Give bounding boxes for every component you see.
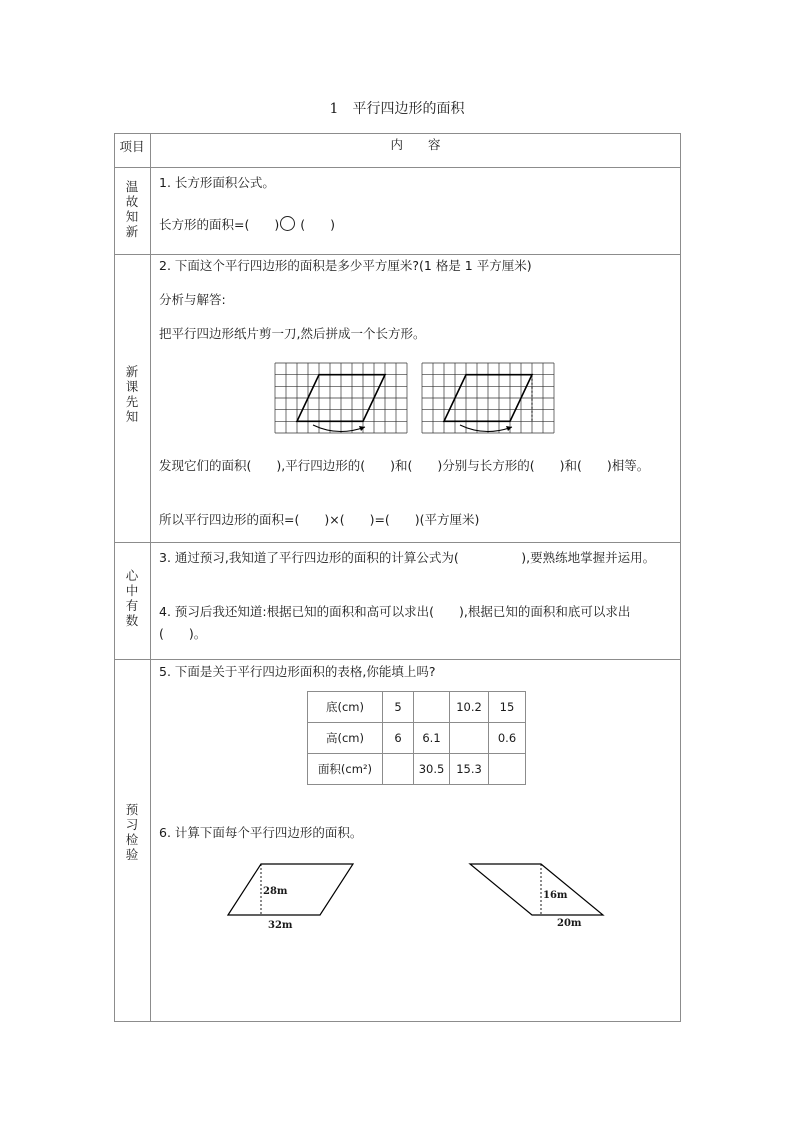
q2-finding: 发现它们的面积( ),平行四边形的( )和( )分别与长方形的( )和( )相等。	[159, 458, 650, 473]
row-divider-3	[114, 659, 681, 660]
operator-circle-icon	[280, 216, 295, 231]
table-cell: 0.6	[489, 723, 526, 754]
q1-formula	[159, 214, 335, 236]
q1-formula-right: ( )	[296, 217, 335, 232]
table-cell: 15.3	[450, 754, 489, 785]
q2-conclusion: 所以平行四边形的面积=( )×( )=( )(平方厘米)	[159, 512, 480, 527]
parallelogram-figure-2	[465, 860, 610, 932]
grid-figure-right	[422, 363, 557, 435]
title-text: 平行四边形的面积	[352, 101, 465, 117]
row-divider-header	[114, 167, 681, 168]
column-divider	[150, 133, 151, 1022]
table-cell: 15	[489, 692, 526, 723]
q4-text: 4. 预习后我还知道:根据已知的面积和高可以求出( ),根据已知的面积和底可以求出( )。	[159, 604, 631, 641]
table-cell	[414, 692, 450, 723]
section-label-review: 温 故 知 新	[125, 179, 139, 239]
q2-step: 把平行四边形纸片剪一刀,然后拼成一个长方形。	[159, 326, 426, 341]
parallelogram-figure-1	[220, 860, 360, 932]
table-cell: 5	[383, 692, 414, 723]
table-cell: 30.5	[414, 754, 450, 785]
table-cell: 面积(cm²)	[308, 754, 383, 785]
q5-title: 5. 下面是关于平行四边形面积的表格,你能填上吗?	[159, 664, 436, 679]
table-cell: 高(cm)	[308, 723, 383, 754]
table-cell	[383, 754, 414, 785]
table-cell	[450, 723, 489, 754]
page-title	[0, 98, 794, 118]
q3-text: 3. 通过预习,我知道了平行四边形的面积的计算公式为( ),要熟练地掌握并运用。	[159, 550, 656, 565]
header-content: 内 容	[390, 137, 441, 152]
row-divider-2	[114, 542, 681, 543]
q2-title: 2. 下面这个平行四边形的面积是多少平方厘米?(1 格是 1 平方厘米)	[159, 258, 532, 273]
grid-figure-left	[275, 363, 410, 435]
shape2-height-label: 16m	[543, 890, 568, 901]
q6-title: 6. 计算下面每个平行四边形的面积。	[159, 825, 363, 840]
table-cell: 6	[383, 723, 414, 754]
table-cell: 6.1	[414, 723, 450, 754]
table-row	[308, 754, 526, 785]
table-row	[308, 692, 526, 723]
header-project: 项目	[119, 139, 145, 154]
shape1-base-label: 32m	[268, 920, 293, 931]
table-row	[308, 723, 526, 754]
title-number: 1	[329, 101, 339, 117]
q2-analysis: 分析与解答:	[159, 292, 226, 307]
section-label-new-lesson: 新 课 先 知	[125, 364, 139, 424]
section-label-in-mind: 心 中 有 数	[125, 568, 139, 628]
q1-title: 1. 长方形面积公式。	[159, 175, 275, 190]
table-cell	[489, 754, 526, 785]
area-data-table	[307, 691, 526, 785]
table-cell: 10.2	[450, 692, 489, 723]
shape1-height-label: 28m	[263, 886, 288, 897]
shape2-base-label: 20m	[557, 918, 582, 929]
q1-formula-left: 长方形的面积=( )	[159, 217, 280, 232]
table-cell: 底(cm)	[308, 692, 383, 723]
section-label-preview-check: 预 习 检 验	[125, 802, 139, 862]
